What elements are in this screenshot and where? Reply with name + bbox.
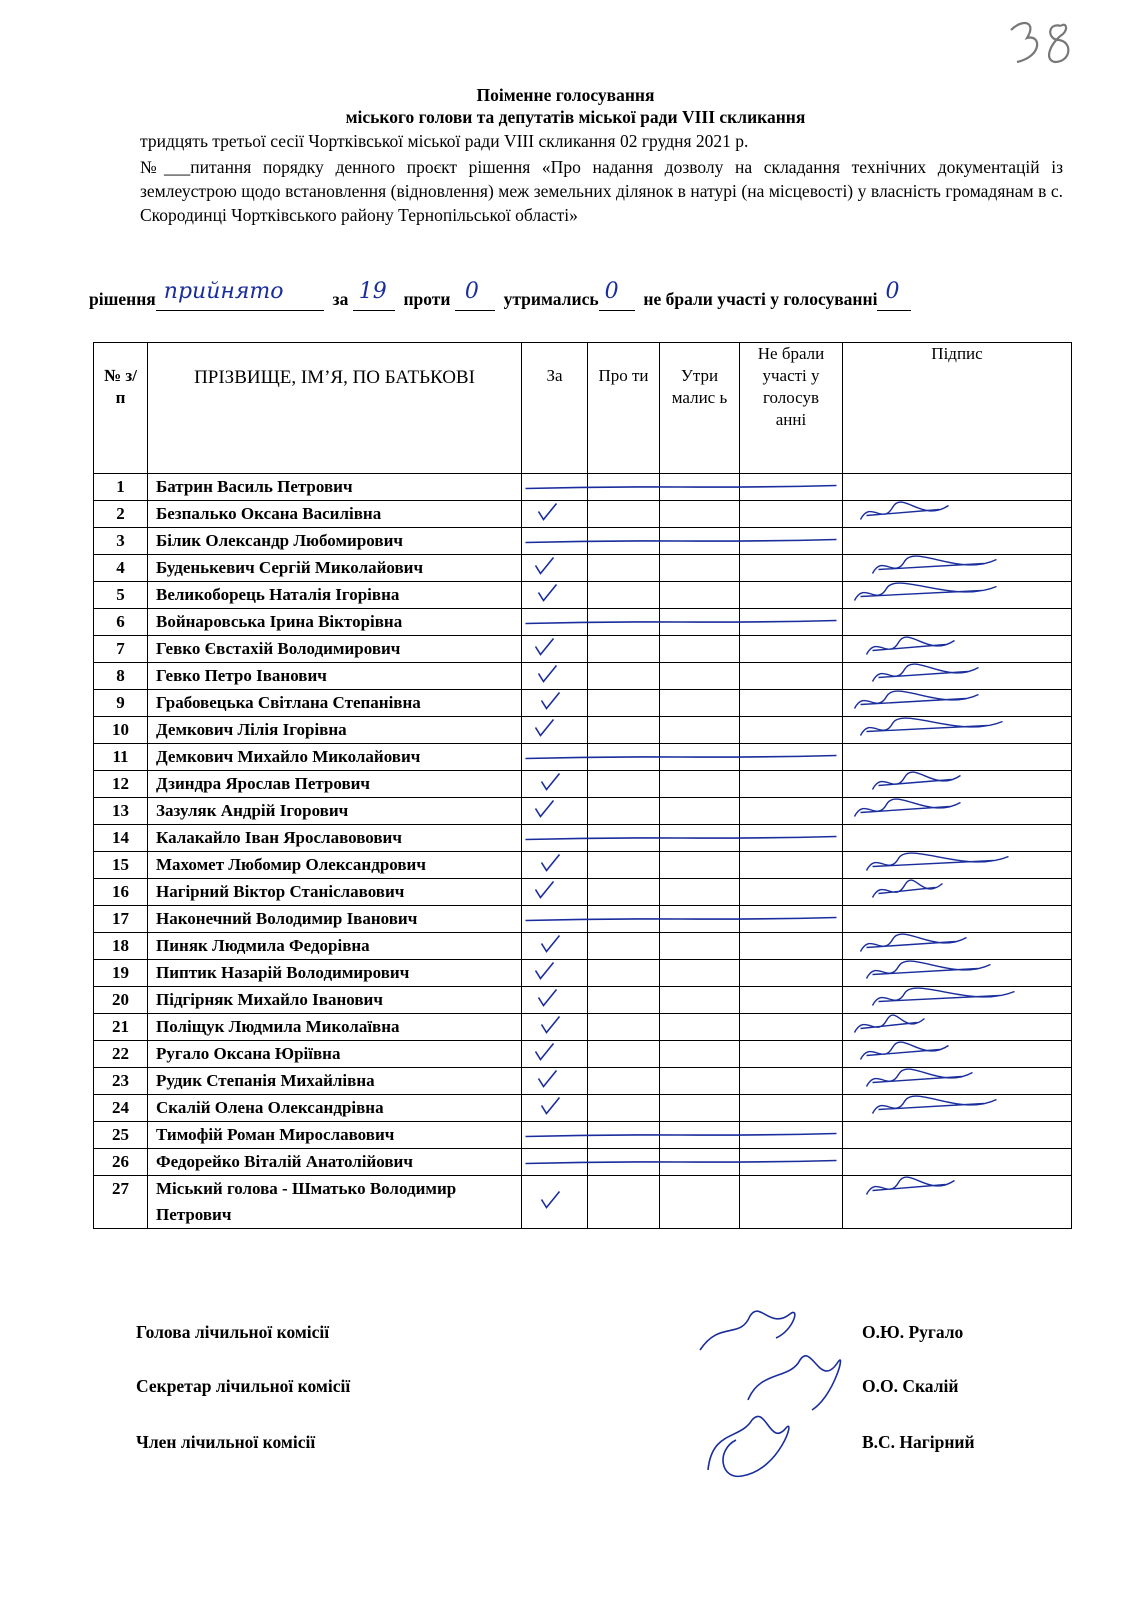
row-number: 6 xyxy=(94,609,148,636)
vote-abstained-cell xyxy=(660,825,740,852)
vote-against-cell xyxy=(588,609,660,636)
signature-cell xyxy=(843,1095,1072,1122)
vote-for-cell xyxy=(522,717,588,744)
vote-for-cell xyxy=(522,771,588,798)
vote-not-voted-cell xyxy=(740,1095,843,1122)
header-not-voted: Не брали участі у голосув анні xyxy=(740,343,843,474)
abstained-label: утримались xyxy=(503,289,599,309)
table-row xyxy=(94,501,1072,528)
signature-cell xyxy=(843,636,1072,663)
secretary-signature xyxy=(748,1356,840,1410)
row-number: 4 xyxy=(94,555,148,582)
vote-abstained-cell xyxy=(660,1014,740,1041)
document-subtitle: міського голови та депутатів міської ради VIII скликання xyxy=(345,107,806,127)
vote-for-cell xyxy=(522,609,588,636)
row-name: Ругало Оксана Юріївна xyxy=(148,1041,522,1068)
vote-for-cell xyxy=(522,1041,588,1068)
row-name: Пиптик Назарій Володимирович xyxy=(148,960,522,987)
vote-abstained-cell xyxy=(660,1149,740,1176)
table-row xyxy=(94,1014,1072,1041)
row-name: Тимофій Роман Мирославович xyxy=(148,1122,522,1149)
vote-not-voted-cell xyxy=(740,1068,843,1095)
vote-not-voted-cell xyxy=(740,906,843,933)
not-voted-label: не брали участі у голосуванні xyxy=(643,289,878,309)
row-name: Калакайло Іван Ярославовович xyxy=(148,825,522,852)
vote-not-voted-cell xyxy=(740,1149,843,1176)
for-label: за xyxy=(332,289,349,309)
table-row xyxy=(94,1068,1072,1095)
row-name: Дзиндра Ярослав Петрович xyxy=(148,771,522,798)
row-number: 10 xyxy=(94,717,148,744)
table-row xyxy=(94,582,1072,609)
header-num: № з/п xyxy=(94,343,148,474)
vote-abstained-cell xyxy=(660,501,740,528)
table-row xyxy=(94,636,1072,663)
vote-against-cell xyxy=(588,1014,660,1041)
row-name: Підгірняк Михайло Іванович xyxy=(148,987,522,1014)
secretary-name: О.О. Скалій xyxy=(862,1376,959,1396)
signature-cell xyxy=(843,609,1072,636)
signature-cell xyxy=(843,1176,1072,1229)
row-number: 13 xyxy=(94,798,148,825)
vote-for-cell xyxy=(522,555,588,582)
vote-for-cell xyxy=(522,582,588,609)
signature-cell xyxy=(843,555,1072,582)
against-value: 0 xyxy=(464,279,479,304)
row-number: 12 xyxy=(94,771,148,798)
row-name: Войнаровська Ірина Вікторівна xyxy=(148,609,522,636)
row-name: Скалій Олена Олександрівна xyxy=(148,1095,522,1122)
vote-not-voted-cell xyxy=(740,609,843,636)
row-number: 18 xyxy=(94,933,148,960)
vote-not-voted-cell xyxy=(740,474,843,501)
signature-cell xyxy=(843,528,1072,555)
row-name: Федорейко Віталій Анатолійович xyxy=(148,1149,522,1176)
signature-cell xyxy=(843,852,1072,879)
row-number: 15 xyxy=(94,852,148,879)
table-row xyxy=(94,987,1072,1014)
vote-not-voted-cell xyxy=(740,1122,843,1149)
vote-abstained-cell xyxy=(660,771,740,798)
row-name: Наконечний Володимир Іванович xyxy=(148,906,522,933)
vote-against-cell xyxy=(588,474,660,501)
for-value: 19 xyxy=(358,279,387,304)
vote-against-cell xyxy=(588,1041,660,1068)
vote-abstained-cell xyxy=(660,717,740,744)
table-row xyxy=(94,960,1072,987)
member-signature xyxy=(708,1416,789,1476)
vote-against-cell xyxy=(588,879,660,906)
vote-abstained-cell xyxy=(660,933,740,960)
vote-table-header xyxy=(94,343,1072,474)
table-row xyxy=(94,555,1072,582)
signature-cell xyxy=(843,582,1072,609)
vote-not-voted-cell xyxy=(740,879,843,906)
vote-abstained-cell xyxy=(660,1041,740,1068)
vote-abstained-cell xyxy=(660,906,740,933)
row-number: 27 xyxy=(94,1176,148,1229)
header-for: За xyxy=(522,343,588,474)
header-signature: Підпис xyxy=(843,343,1072,474)
vote-against-cell xyxy=(588,1068,660,1095)
table-row xyxy=(94,1149,1072,1176)
vote-abstained-cell xyxy=(660,663,740,690)
vote-not-voted-cell xyxy=(740,1176,843,1229)
row-name: Грабовецька Світлана Степанівна xyxy=(148,690,522,717)
row-number: 3 xyxy=(94,528,148,555)
row-number: 14 xyxy=(94,825,148,852)
vote-abstained-cell xyxy=(660,852,740,879)
row-number: 2 xyxy=(94,501,148,528)
vote-against-cell xyxy=(588,717,660,744)
vote-for-cell xyxy=(522,690,588,717)
row-number: 17 xyxy=(94,906,148,933)
vote-abstained-cell xyxy=(660,744,740,771)
row-name: Нагірний Віктор Станіславович xyxy=(148,879,522,906)
vote-not-voted-cell xyxy=(740,798,843,825)
vote-against-cell xyxy=(588,798,660,825)
not-voted-field xyxy=(877,279,911,311)
row-number: 19 xyxy=(94,960,148,987)
signature-cell xyxy=(843,825,1072,852)
vote-not-voted-cell xyxy=(740,528,843,555)
chair-signature xyxy=(700,1311,795,1350)
vote-against-cell xyxy=(588,933,660,960)
secretary-title: Секретар лічильної комісії xyxy=(136,1376,351,1396)
signature-cell xyxy=(843,798,1072,825)
vote-against-cell xyxy=(588,636,660,663)
row-name: Махомет Любомир Олександрович xyxy=(148,852,522,879)
vote-not-voted-cell xyxy=(740,555,843,582)
row-number: 8 xyxy=(94,663,148,690)
row-number: 5 xyxy=(94,582,148,609)
vote-for-cell xyxy=(522,1176,588,1229)
vote-for-cell xyxy=(522,1122,588,1149)
document-title: Поіменне голосування xyxy=(476,85,655,105)
vote-not-voted-cell xyxy=(740,636,843,663)
vote-for-cell xyxy=(522,798,588,825)
page-number xyxy=(1003,12,1083,72)
signature-cell xyxy=(843,717,1072,744)
signature-cell xyxy=(843,1041,1072,1068)
vote-for-cell xyxy=(522,474,588,501)
row-number: 11 xyxy=(94,744,148,771)
member-title: Член лічильної комісії xyxy=(136,1432,316,1452)
table-row xyxy=(94,1176,1072,1229)
signature-cell xyxy=(843,879,1072,906)
vote-for-cell xyxy=(522,1014,588,1041)
decision-value: прийнято xyxy=(163,279,284,304)
vote-against-cell xyxy=(588,501,660,528)
vote-not-voted-cell xyxy=(740,825,843,852)
table-row xyxy=(94,906,1072,933)
vote-for-cell xyxy=(522,501,588,528)
vote-against-cell xyxy=(588,771,660,798)
vote-abstained-cell xyxy=(660,636,740,663)
vote-against-cell xyxy=(588,1176,660,1229)
agenda-question: №___питання порядку денного проєкт рішення «Про надання дозволу на складання технічних документацій із землеустрою щодо встановлення (відновлення) меж земельних ділянок в натурі (на місцевості) у власність громадянам в с. Скородинці Чортківського району Тернопільської області» xyxy=(140,157,1063,225)
row-number: 24 xyxy=(94,1095,148,1122)
row-number: 22 xyxy=(94,1041,148,1068)
signature-cell xyxy=(843,690,1072,717)
row-name: Зазуляк Андрій Ігорович xyxy=(148,798,522,825)
row-name: Батрин Василь Петрович xyxy=(148,474,522,501)
abstained-value: 0 xyxy=(604,279,619,304)
header-abstained: Утри малис ь xyxy=(660,343,740,474)
vote-against-cell xyxy=(588,987,660,1014)
table-row xyxy=(94,528,1072,555)
vote-against-cell xyxy=(588,1122,660,1149)
vote-against-cell xyxy=(588,528,660,555)
vote-for-cell xyxy=(522,852,588,879)
vote-against-cell xyxy=(588,555,660,582)
vote-not-voted-cell xyxy=(740,582,843,609)
vote-abstained-cell xyxy=(660,960,740,987)
vote-abstained-cell xyxy=(660,1095,740,1122)
signature-cell xyxy=(843,771,1072,798)
vote-not-voted-cell xyxy=(740,771,843,798)
row-number: 23 xyxy=(94,1068,148,1095)
signature-cell xyxy=(843,1068,1072,1095)
against-label: проти xyxy=(403,289,451,309)
table-row xyxy=(94,474,1072,501)
row-number: 25 xyxy=(94,1122,148,1149)
vote-against-cell xyxy=(588,582,660,609)
row-name: Демкович Лілія Ігорівна xyxy=(148,717,522,744)
vote-not-voted-cell xyxy=(740,960,843,987)
row-number: 1 xyxy=(94,474,148,501)
vote-for-cell xyxy=(522,825,588,852)
vote-not-voted-cell xyxy=(740,690,843,717)
table-row xyxy=(94,717,1072,744)
row-name: Білик Олександр Любомирович xyxy=(148,528,522,555)
vote-for-cell xyxy=(522,960,588,987)
chair-title: Голова лічильної комісії xyxy=(136,1322,330,1342)
row-number: 20 xyxy=(94,987,148,1014)
vote-table xyxy=(93,342,1072,1229)
signature-cell xyxy=(843,960,1072,987)
vote-abstained-cell xyxy=(660,528,740,555)
vote-abstained-cell xyxy=(660,798,740,825)
against-field xyxy=(455,279,495,311)
table-row xyxy=(94,1095,1072,1122)
vote-against-cell xyxy=(588,663,660,690)
vote-against-cell xyxy=(588,825,660,852)
vote-for-cell xyxy=(522,987,588,1014)
signature-cell xyxy=(843,501,1072,528)
vote-not-voted-cell xyxy=(740,933,843,960)
row-number: 7 xyxy=(94,636,148,663)
chair-name: О.Ю. Ругало xyxy=(862,1322,964,1342)
vote-not-voted-cell xyxy=(740,744,843,771)
vote-not-voted-cell xyxy=(740,501,843,528)
vote-for-cell xyxy=(522,1095,588,1122)
vote-for-cell xyxy=(522,1068,588,1095)
row-number: 26 xyxy=(94,1149,148,1176)
vote-against-cell xyxy=(588,744,660,771)
header-against: Про ти xyxy=(588,343,660,474)
vote-not-voted-cell xyxy=(740,1041,843,1068)
table-row xyxy=(94,1041,1072,1068)
table-row xyxy=(94,798,1072,825)
vote-abstained-cell xyxy=(660,987,740,1014)
signature-cell xyxy=(843,663,1072,690)
row-name: Демкович Михайло Миколайович xyxy=(148,744,522,771)
decision-field xyxy=(156,279,324,311)
signature-cell xyxy=(843,1149,1072,1176)
table-row xyxy=(94,825,1072,852)
vote-abstained-cell xyxy=(660,879,740,906)
vote-for-cell xyxy=(522,528,588,555)
vote-abstained-cell xyxy=(660,1068,740,1095)
vote-for-cell xyxy=(522,636,588,663)
abstained-field xyxy=(599,279,635,311)
vote-abstained-cell xyxy=(660,609,740,636)
vote-for-cell xyxy=(522,906,588,933)
signature-cell xyxy=(843,987,1072,1014)
row-name: Гевко Петро Іванович xyxy=(148,663,522,690)
vote-not-voted-cell xyxy=(740,663,843,690)
vote-for-cell xyxy=(522,879,588,906)
row-name: Міський голова - Шматько Володимир Петрович xyxy=(148,1176,522,1229)
row-name: Рудик Степанія Михайлівна xyxy=(148,1068,522,1095)
signature-cell xyxy=(843,933,1072,960)
vote-not-voted-cell xyxy=(740,987,843,1014)
decision-label: рішення xyxy=(89,289,156,309)
row-name: Великоборець Наталія Ігорівна xyxy=(148,582,522,609)
table-row xyxy=(94,852,1072,879)
row-name: Пиняк Людмила Федорівна xyxy=(148,933,522,960)
vote-abstained-cell xyxy=(660,582,740,609)
vote-not-voted-cell xyxy=(740,717,843,744)
session-line: тридцять третьої сесії Чортківської міської ради VIII скликання 02 грудня 2021 р. xyxy=(140,131,749,151)
vote-abstained-cell xyxy=(660,474,740,501)
row-number: 21 xyxy=(94,1014,148,1041)
vote-against-cell xyxy=(588,960,660,987)
vote-abstained-cell xyxy=(660,1176,740,1229)
row-name: Безпалько Оксана Василівна xyxy=(148,501,522,528)
signature-cell xyxy=(843,1014,1072,1041)
table-row xyxy=(94,771,1072,798)
table-row xyxy=(94,879,1072,906)
vote-against-cell xyxy=(588,690,660,717)
row-number: 16 xyxy=(94,879,148,906)
vote-against-cell xyxy=(588,852,660,879)
row-name: Гевко Євстахій Володимирович xyxy=(148,636,522,663)
signature-cell xyxy=(843,474,1072,501)
signature-cell xyxy=(843,906,1072,933)
decision-summary xyxy=(89,279,1069,311)
vote-for-cell xyxy=(522,744,588,771)
table-row xyxy=(94,933,1072,960)
row-name: Поліщук Людмила Миколаївна xyxy=(148,1014,522,1041)
vote-against-cell xyxy=(588,906,660,933)
vote-not-voted-cell xyxy=(740,1014,843,1041)
table-row xyxy=(94,663,1072,690)
not-voted-value: 0 xyxy=(885,279,900,304)
vote-against-cell xyxy=(588,1149,660,1176)
member-name: В.С. Нагірний xyxy=(862,1432,975,1452)
row-name: Буденькевич Сергій Миколайович xyxy=(148,555,522,582)
vote-for-cell xyxy=(522,663,588,690)
table-row xyxy=(94,1122,1072,1149)
vote-abstained-cell xyxy=(660,555,740,582)
for-field xyxy=(353,279,395,311)
table-row xyxy=(94,609,1072,636)
signature-cell xyxy=(843,744,1072,771)
vote-for-cell xyxy=(522,1149,588,1176)
row-number: 9 xyxy=(94,690,148,717)
vote-abstained-cell xyxy=(660,690,740,717)
header-name: ПРІЗВИЩЕ, ІМ’Я, ПО БАТЬКОВІ xyxy=(148,343,522,474)
signature-cell xyxy=(843,1122,1072,1149)
vote-against-cell xyxy=(588,1095,660,1122)
table-row xyxy=(94,744,1072,771)
vote-not-voted-cell xyxy=(740,852,843,879)
vote-for-cell xyxy=(522,933,588,960)
table-row xyxy=(94,690,1072,717)
vote-abstained-cell xyxy=(660,1122,740,1149)
